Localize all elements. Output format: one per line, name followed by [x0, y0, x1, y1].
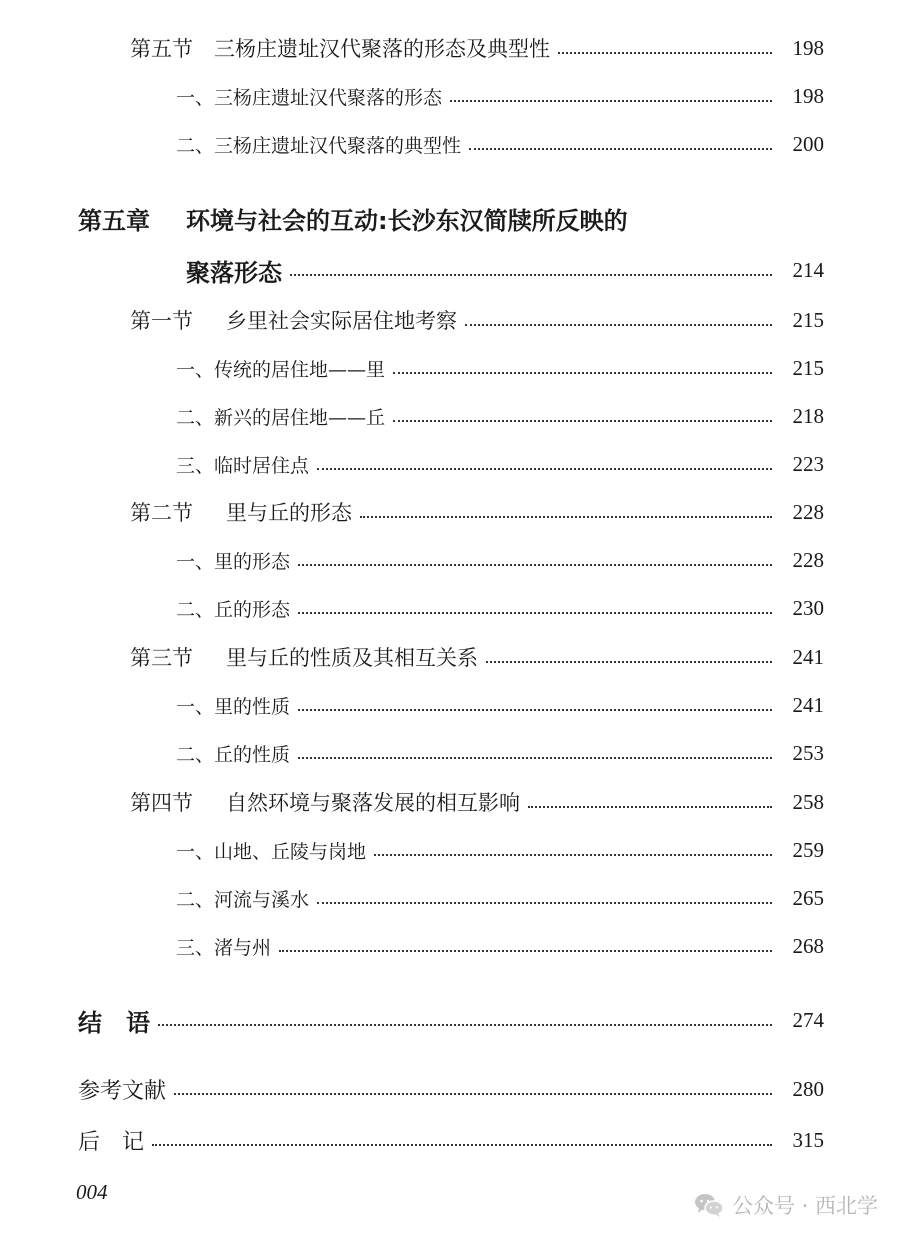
toc-entry-title: 一、传统的居住地——里 — [176, 358, 386, 381]
dot-leader — [158, 1024, 772, 1026]
toc-page-number: 315 — [792, 1127, 824, 1152]
toc-page-number: 230 — [792, 595, 824, 620]
toc-entry-subsection — [176, 687, 824, 723]
dot-leader — [298, 564, 772, 566]
toc-entry-section-4 — [130, 784, 824, 820]
toc-entry-section-5 — [130, 30, 824, 66]
toc-entry-subsection — [176, 350, 824, 386]
toc-entry-subsection — [176, 880, 824, 916]
toc-page-number: 214 — [792, 257, 824, 282]
toc-entry-title: 结 语 — [78, 1008, 150, 1037]
toc-entry-section-2 — [130, 494, 824, 530]
dot-leader — [317, 902, 772, 904]
toc-entry-afterword — [78, 1122, 824, 1158]
toc-chapter-5-heading — [78, 200, 628, 236]
toc-entry-section-1 — [130, 302, 824, 338]
toc-entry-subsection — [176, 590, 824, 626]
toc-page-number: 200 — [792, 131, 824, 156]
dot-leader — [298, 709, 772, 711]
toc-chapter-5-entry — [186, 252, 824, 288]
toc-entry-subsection — [176, 398, 824, 434]
toc-entry-subsection — [176, 126, 824, 162]
dot-leader — [360, 516, 772, 518]
toc-entry-title: 二、新兴的居住地——丘 — [176, 406, 386, 429]
toc-entry-title: 第五节 三杨庄遗址汉代聚落的形态及典型性 — [130, 37, 550, 61]
dot-leader — [298, 757, 772, 759]
toc-entry-title: 一、三杨庄遗址汉代聚落的形态 — [176, 86, 443, 109]
dot-leader — [558, 52, 772, 54]
toc-entry-references — [78, 1071, 824, 1107]
toc-page-number: 259 — [792, 837, 824, 862]
toc-page-number: 228 — [792, 547, 824, 572]
page-folio: 004 — [76, 1180, 108, 1204]
toc-entry-title: 一、里的性质 — [176, 695, 291, 718]
section-number: 第三节 — [130, 646, 193, 670]
chapter-title-line2: 聚落形态 — [186, 258, 282, 287]
dot-leader — [374, 854, 772, 856]
toc-page-number: 280 — [792, 1076, 824, 1101]
watermark-text: 公众号 · 西北学 — [731, 1194, 878, 1218]
toc-entry-title: 参考文献 — [78, 1078, 167, 1104]
toc-entry-title: 自然环境与聚落发展的相互影响 — [226, 791, 520, 815]
chapter-number: 第五章 — [78, 206, 150, 235]
toc-entry-title: 二、河流与溪水 — [176, 888, 310, 911]
toc-entry-title: 里与丘的形态 — [226, 501, 352, 525]
toc-entry-title: 二、丘的形态 — [176, 598, 291, 621]
section-number: 第四节 — [130, 791, 193, 815]
section-number: 第一节 — [130, 309, 193, 333]
toc-entry-title: 乡里社会实际居住地考察 — [226, 309, 457, 333]
toc-entry-title: 一、山地、丘陵与岗地 — [176, 840, 367, 863]
dot-leader — [393, 420, 772, 422]
toc-entry-section-3 — [130, 639, 824, 675]
toc-entry-title: 二、三杨庄遗址汉代聚落的典型性 — [176, 134, 462, 157]
dot-leader — [486, 661, 772, 663]
toc-page-number: 218 — [792, 403, 824, 428]
toc-entry-title: 一、里的形态 — [176, 550, 291, 573]
toc-page-number: 253 — [792, 740, 824, 765]
toc-entry-subsection — [176, 542, 824, 578]
toc-page-number: 241 — [792, 644, 824, 669]
dot-leader — [279, 950, 772, 952]
toc-entry-subsection — [176, 928, 824, 964]
toc-page-number: 223 — [792, 451, 824, 476]
dot-leader — [152, 1144, 772, 1146]
toc-page-number: 228 — [792, 499, 824, 524]
dot-leader — [393, 372, 772, 374]
dot-leader — [465, 324, 772, 326]
toc-page-number: 198 — [792, 35, 824, 60]
toc-entry-subsection — [176, 446, 824, 482]
dot-leader — [317, 468, 772, 470]
toc-entry-title: 三、临时居住点 — [176, 454, 310, 477]
toc-entry-conclusion — [78, 1002, 824, 1038]
toc-page-number: 198 — [792, 83, 824, 108]
dot-leader — [174, 1093, 772, 1095]
dot-leader — [469, 148, 772, 150]
toc-page-number: 258 — [792, 789, 824, 814]
toc-entry-title: 里与丘的性质及其相互关系 — [226, 646, 478, 670]
toc-entry-title: 三、渚与州 — [176, 936, 272, 959]
section-number: 第二节 — [130, 501, 193, 525]
dot-leader — [528, 806, 772, 808]
dot-leader — [290, 274, 772, 276]
watermark — [694, 1190, 878, 1220]
toc-entry-subsection — [176, 78, 824, 114]
toc-entry-title: 后 记 — [78, 1129, 145, 1155]
toc-page-number: 274 — [792, 1007, 824, 1032]
toc-page-number: 265 — [792, 885, 824, 910]
toc-page-number: 215 — [792, 307, 824, 332]
wechat-icon — [694, 1192, 724, 1218]
chapter-title-line1: 环境与社会的互动:长沙东汉简牍所反映的 — [186, 206, 628, 235]
dot-leader — [298, 612, 772, 614]
toc-page-number: 215 — [792, 355, 824, 380]
toc-page-number: 268 — [792, 933, 824, 958]
dot-leader — [450, 100, 772, 102]
toc-entry-subsection — [176, 832, 824, 868]
toc-entry-subsection — [176, 735, 824, 771]
toc-page-number: 241 — [792, 692, 824, 717]
toc-entry-title: 二、丘的性质 — [176, 743, 291, 766]
